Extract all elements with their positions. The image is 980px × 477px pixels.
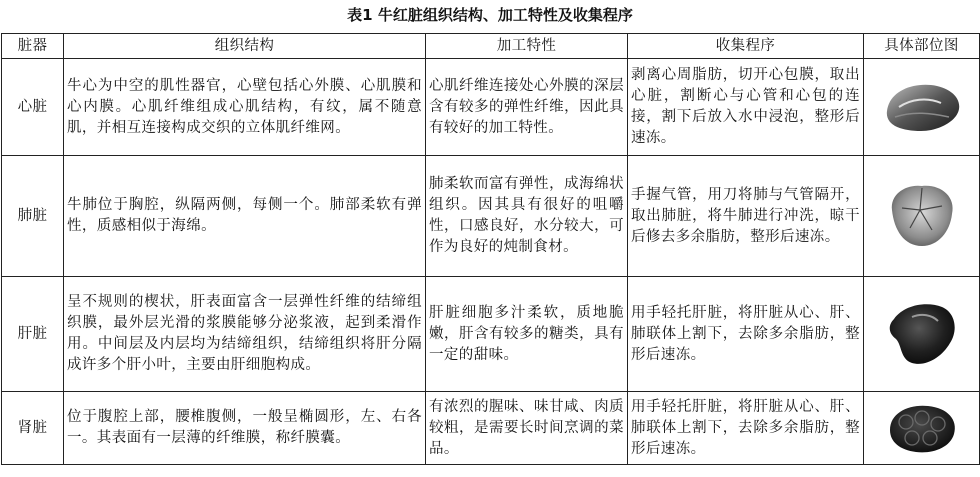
collection-cell: 用手轻托肝脏，将肝脏从心、肝、肺联体上割下，去除多余脂肪，整形后速冻。 [628,392,864,465]
collection-cell: 手握气管，用刀将肺与气管隔开，取出肺脏，将牛肺进行冲洗，晾干后修去多余脂肪，整形后速冻。 [628,156,864,277]
organ-image-cell [864,156,980,277]
liver-photo-icon [882,297,962,371]
structure-cell: 牛肺位于胸腔，纵隔两侧，每侧一个。肺部柔软有弹性，质感相似于海绵。 [64,156,426,277]
lung-photo-icon [882,180,962,252]
header-processing: 加工特性 [426,34,628,59]
heart-photo-icon [879,77,965,137]
processing-cell: 肺柔软而富有弹性，成海绵状组织。因其具有很好的咀嚼性，口感良好，水分较大，可作为良好的炖制食材。 [426,156,628,277]
table-caption: 表1 牛红脏组织结构、加工特性及收集程序 [347,6,633,24]
structure-cell: 牛心为中空的肌性器官，心壁包括心外膜、心肌膜和心内膜。心肌纤维组成心肌结构，有纹，属不随意肌，并相互连接构成交织的立体肌纤维网。 [64,59,426,156]
header-collection: 收集程序 [628,34,864,59]
organ-name: 心脏 [2,59,64,156]
kidney-photo-icon [882,400,962,456]
organ-table [1,33,980,465]
processing-cell: 有浓烈的腥味、味甘咸、肉质较粗，是需要长时间烹调的菜品。 [426,392,628,465]
organ-name: 肺脏 [2,156,64,277]
header-organ: 脏器 [2,34,64,59]
header-structure: 组织结构 [64,34,426,59]
processing-cell: 肝脏细胞多汁柔软，质地脆嫩，肝含有较多的糖类，具有一定的甜味。 [426,277,628,392]
header-image: 具体部位图 [864,34,980,59]
collection-cell: 用手轻托肝脏，将肝脏从心、肝、肺联体上割下，去除多余脂肪，整形后速冻。 [628,277,864,392]
header-row [2,34,980,59]
organ-name: 肾脏 [2,392,64,465]
organ-image-cell [864,59,980,156]
organ-image-cell [864,277,980,392]
collection-cell: 剥离心周脂肪，切开心包膜，取出心脏，割断心与心管和心包的连接，割下后放入水中浸泡，整形后速冻。 [628,59,864,156]
table-row [2,59,980,156]
table-row [2,392,980,465]
structure-cell: 呈不规则的楔状，肝表面富含一层弹性纤维的结缔组织膜，最外层光滑的浆膜能够分泌浆液，起到柔滑作用。中间层及内层均为结缔组织，结缔组织将肝分隔成许多个肝小叶，主要由肝细胞构成。 [64,277,426,392]
processing-cell: 心肌纤维连接处心外膜的深层含有较多的弹性纤维，因此具有较好的加工特性。 [426,59,628,156]
table-row [2,156,980,277]
structure-cell: 位于腹腔上部，腰椎腹侧，一般呈椭圆形，左、右各一。其表面有一层薄的纤维膜，称纤膜囊。 [64,392,426,465]
table-row [2,277,980,392]
organ-image-cell [864,392,980,465]
organ-name: 肝脏 [2,277,64,392]
